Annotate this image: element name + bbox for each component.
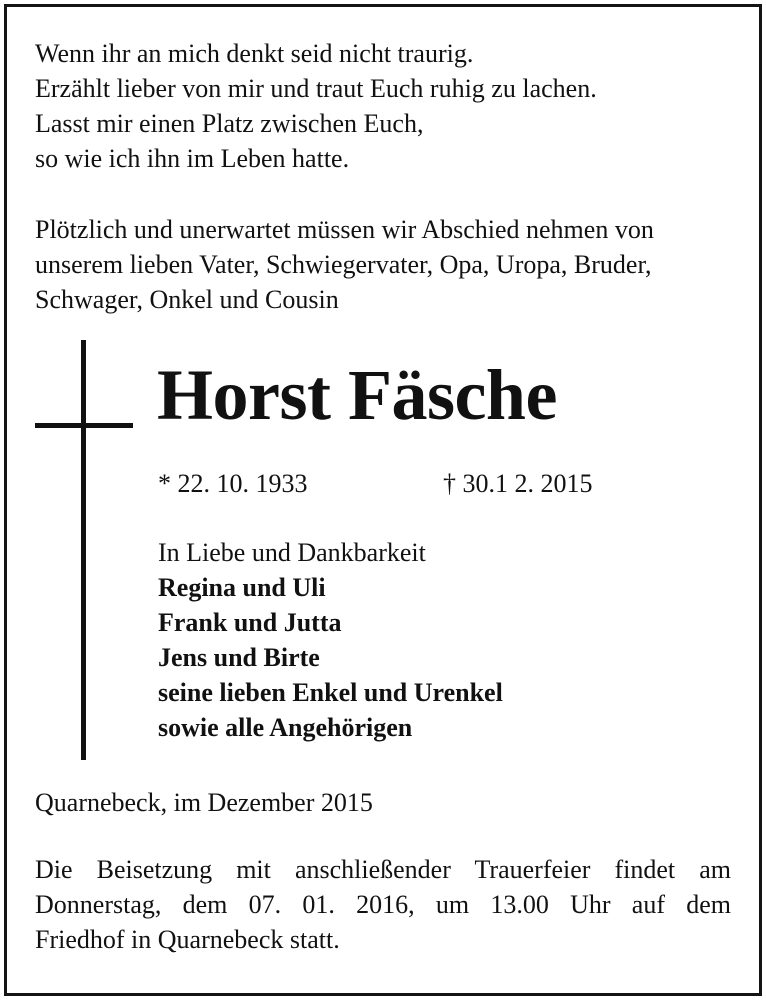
funeral-line: Die Beisetzung mit anschließender Trauerfeier findet am <box>35 855 731 884</box>
mourner-name: Regina und Uli <box>158 573 326 602</box>
mourners <box>158 535 503 745</box>
mourner-name: sowie alle Angehörigen <box>158 713 413 742</box>
poem <box>35 36 597 176</box>
poem-line: Lasst mir einen Platz zwischen Euch, <box>35 109 424 138</box>
mourner-name: Jens und Birte <box>158 643 320 672</box>
cross-icon <box>81 340 86 760</box>
death-date: † 30.1 2. 2015 <box>443 469 593 498</box>
funeral-line: Friedhof in Quarnebeck statt. <box>35 925 340 954</box>
cross-crossbar <box>35 423 133 428</box>
funeral-line: Donnerstag, dem 07. 01. 2016, um 13.00 Uhr auf dem <box>35 890 731 919</box>
poem-line: Erzählt lieber von mir und traut Euch ruhig zu lachen. <box>35 74 597 103</box>
mourners-intro: In Liebe und Dankbarkeit <box>158 538 426 567</box>
mourner-name: Frank und Jutta <box>158 608 342 637</box>
poem-line: so wie ich ihn im Leben hatte. <box>35 144 350 173</box>
announcement-line: unserem lieben Vater, Schwiegervater, Opa, Uropa, Bruder, <box>35 250 652 279</box>
deceased-name: Horst Fäsche <box>157 355 557 435</box>
poem-line: Wenn ihr an mich denkt seid nicht traurig. <box>35 39 474 68</box>
announcement <box>35 212 654 317</box>
mourner-name: seine lieben Enkel und Urenkel <box>158 678 503 707</box>
birth-date: * 22. 10. 1933 <box>158 469 308 498</box>
funeral-info <box>35 852 731 957</box>
announcement-line: Plötzlich und unerwartet müssen wir Abschied nehmen von <box>35 215 654 244</box>
announcement-line: Schwager, Onkel und Cousin <box>35 285 339 314</box>
place-date: Quarnebeck, im Dezember 2015 <box>35 788 373 817</box>
